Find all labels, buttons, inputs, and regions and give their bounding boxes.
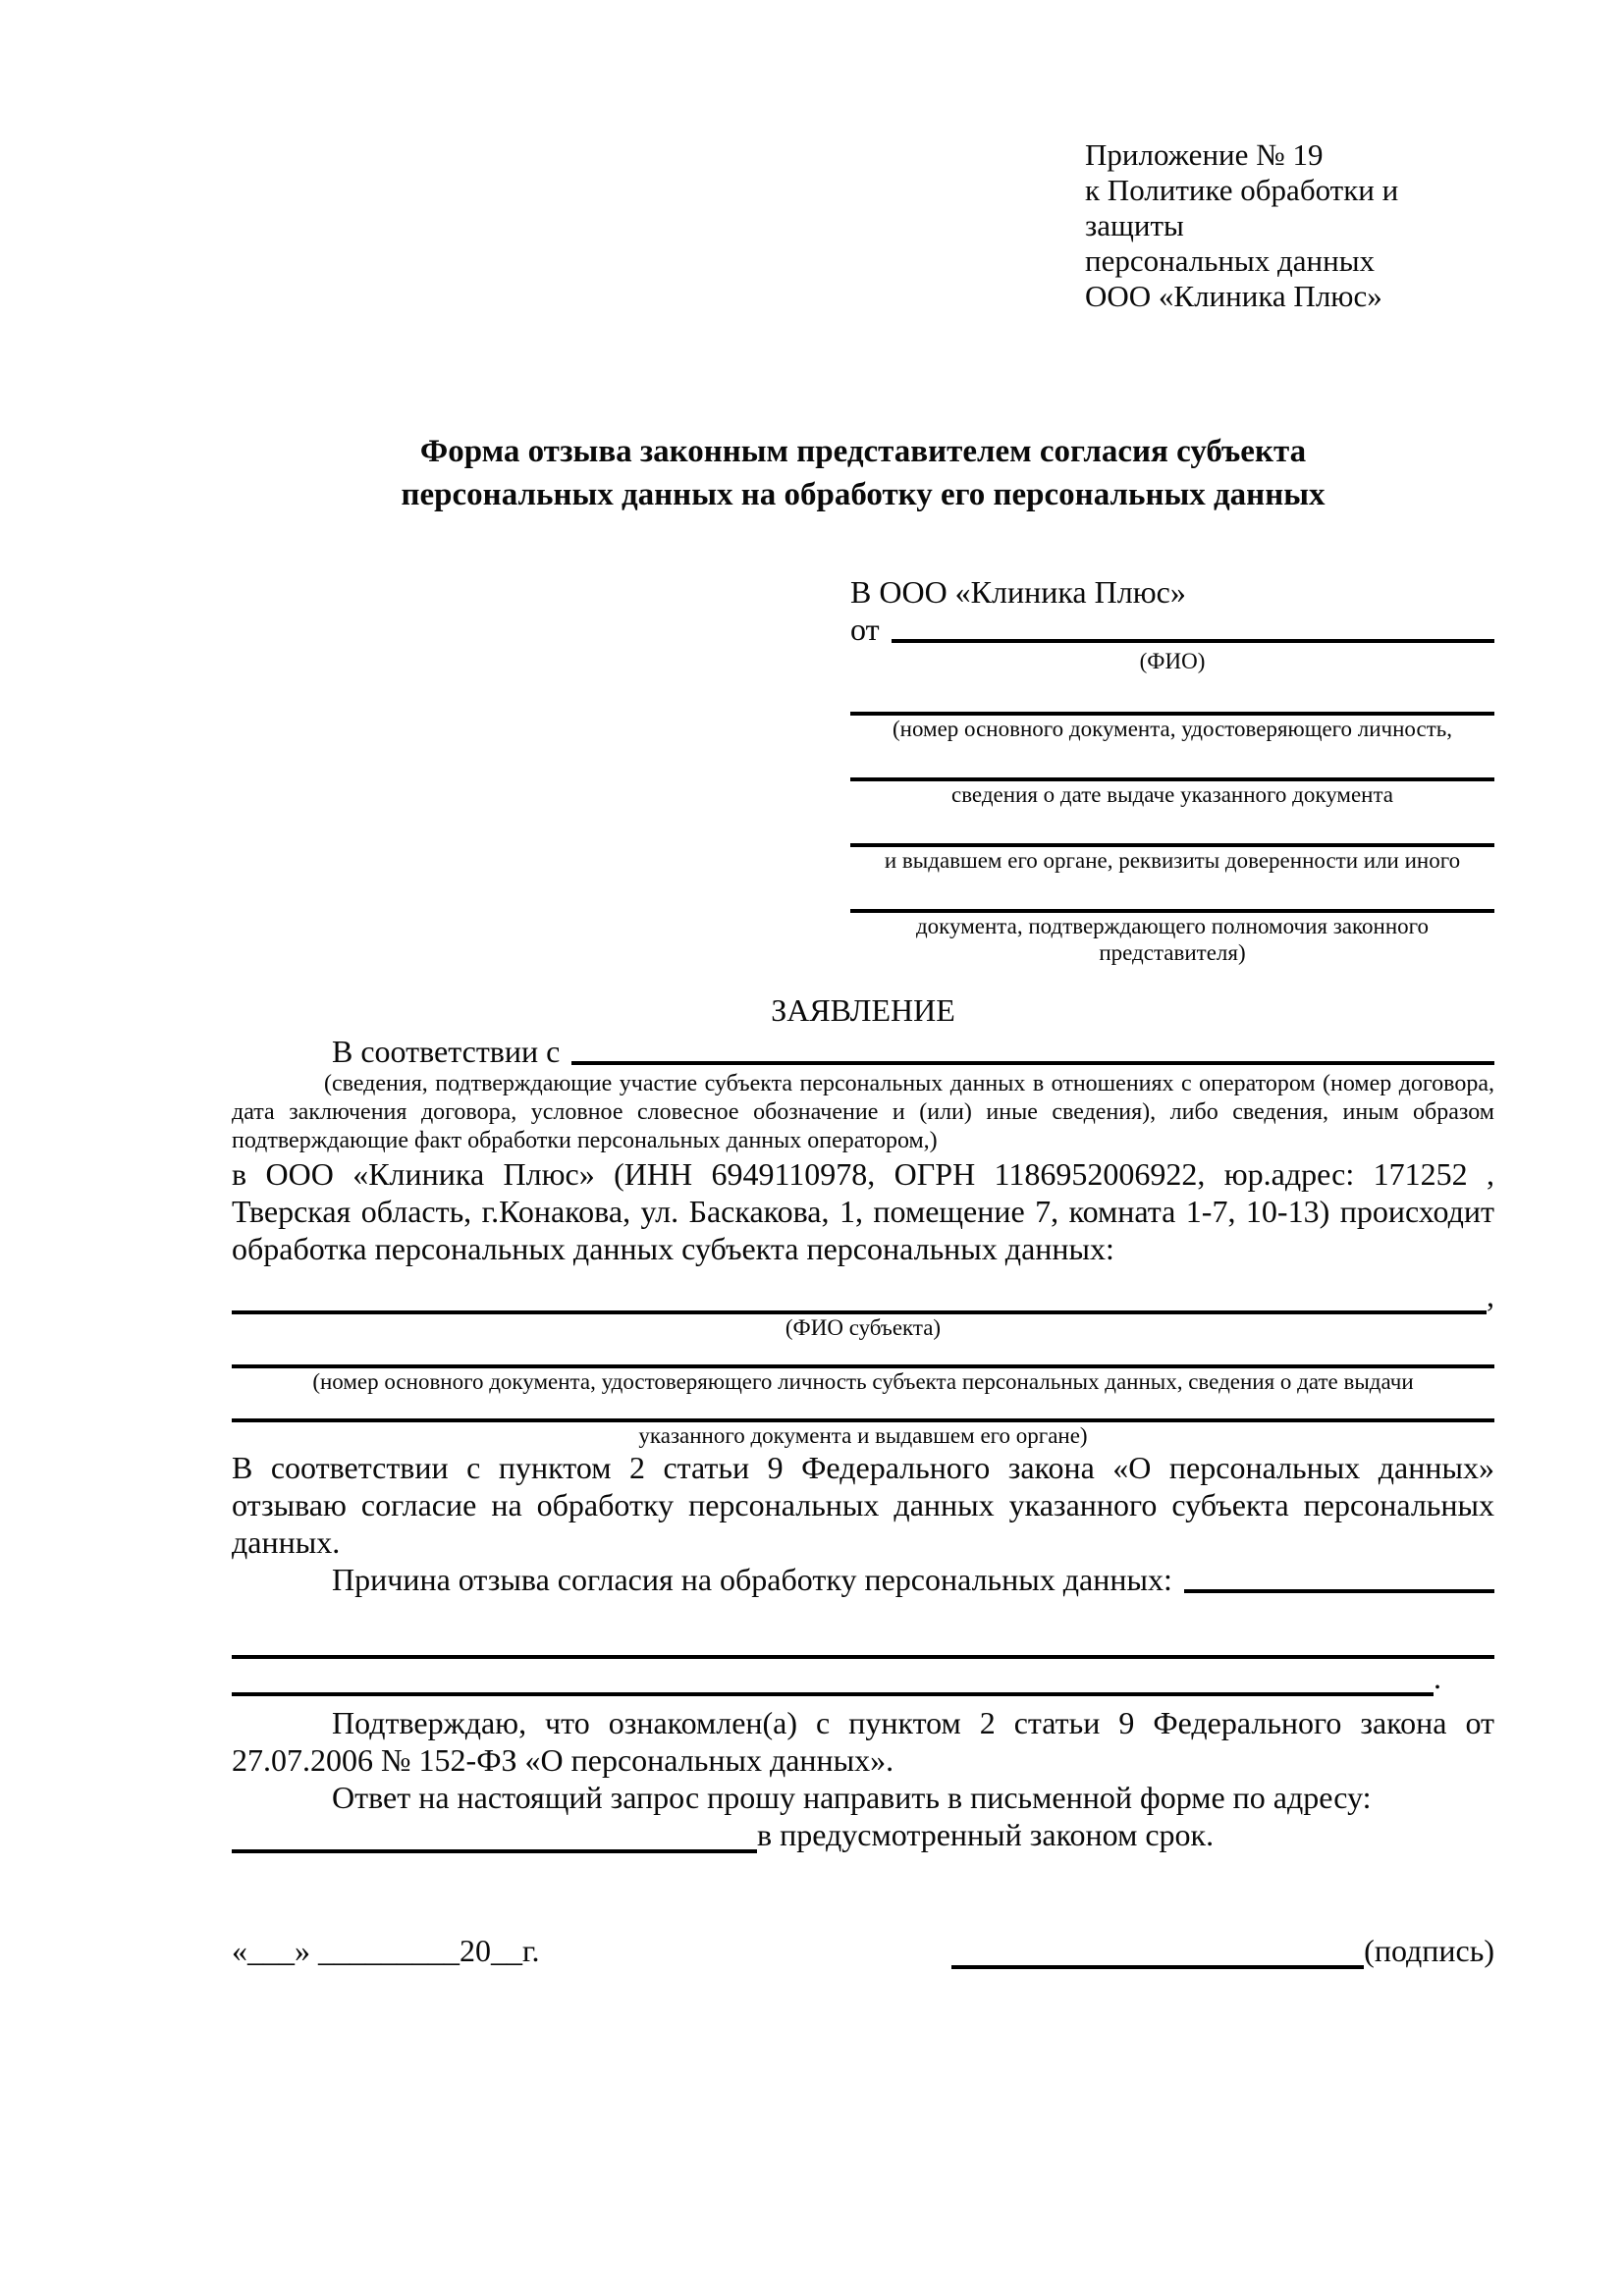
representative-authority-caption: документа, подтверждающего полномочия законного представителя) bbox=[915, 914, 1429, 965]
recipient-block bbox=[850, 573, 1494, 966]
document-title bbox=[232, 430, 1494, 516]
subject-document-blank-field bbox=[232, 1341, 1494, 1368]
reason-blank-field bbox=[1184, 1561, 1494, 1593]
subject-authority-blank-field bbox=[232, 1395, 1494, 1422]
subject-document-caption: (номер основного документа, удостоверяющего личность субъекта персональных данных, сведения о дате выдачи bbox=[312, 1369, 1414, 1394]
reason-final-blank-field bbox=[232, 1667, 1434, 1696]
accordance-label: В соответствии с bbox=[332, 1034, 561, 1069]
issue-date-blank-field bbox=[850, 742, 1494, 781]
appendix-line: ООО «Клиника Плюс» bbox=[1085, 279, 1382, 313]
subject-fio-row bbox=[232, 1277, 1494, 1314]
reason-period: . bbox=[1434, 1660, 1441, 1695]
appendix-line: к Политике обработки и защиты bbox=[1085, 173, 1399, 242]
reply-address-row bbox=[232, 1816, 1494, 1853]
confirmation-paragraph: Подтверждаю, что ознакомлен(а) с пунктом 2 статьи 9 Федерального закона от 27.07.2006 № 152-ФЗ «О персональных данных». bbox=[232, 1705, 1494, 1778]
signature-blank-field bbox=[951, 1940, 1364, 1969]
from-row bbox=[850, 611, 1494, 648]
issue-date-caption: сведения о дате выдаче указанного документа bbox=[950, 782, 1394, 807]
statement-heading: ЗАЯВЛЕНИЕ bbox=[771, 992, 955, 1028]
accordance-blank-field bbox=[571, 1033, 1494, 1065]
accordance-footnote: (сведения, подтверждающие участие субъекта персональных данных в отношениях с оператором (номер договора, дата заключения договора, условное словесное обозначение и (или) иные сведения), либо сведения, иным образом подтверждающие факт обработки персональных данных оператором,) bbox=[232, 1071, 1494, 1153]
subject-fio-comma: , bbox=[1487, 1278, 1494, 1313]
subject-authority-row bbox=[232, 1395, 1494, 1422]
reason-label: Причина отзыва согласия на обработку персональных данных: bbox=[332, 1562, 1172, 1597]
document-title-line: Форма отзыва законным представителем согласия субъекта bbox=[419, 434, 1307, 469]
recipient-organization: В ООО «Клиника Плюс» bbox=[850, 574, 1186, 610]
fio-blank-field bbox=[892, 611, 1494, 643]
document-number-caption: (номер основного документа, удостоверяющего личность, bbox=[892, 717, 1452, 741]
signature-caption: (подпись) bbox=[1364, 1933, 1494, 1968]
reply-request-paragraph: Ответ на настоящий запрос прошу направить в письменной форме по адресу: bbox=[332, 1780, 1372, 1815]
appendix-line: Приложение № 19 bbox=[1085, 137, 1324, 172]
appendix-block bbox=[1085, 137, 1494, 314]
reply-suffix: в предусмотренный законом срок. bbox=[757, 1817, 1215, 1852]
reply-address-blank-field bbox=[232, 1824, 757, 1853]
operator-paragraph: в ООО «Клиника Плюс» (ИНН 6949110978, ОГРН 1186952006922, юр.адрес: 171252 , Тверская область, г.Конакова, ул. Баскакова, 1, помещение 7, комната 1-7, 10-13) происходит обработка персональных данных субъекта персональных данных: bbox=[232, 1156, 1494, 1266]
withdrawal-paragraph: В соответствии с пунктом 2 статьи 9 Федерального закона «О персональных данных» отзываю согласие на обработку персональных данных указанного субъекта персональных данных. bbox=[232, 1450, 1494, 1560]
reason-continuation-row bbox=[232, 1598, 1494, 1659]
document-number-blank-field bbox=[850, 674, 1494, 716]
from-label: от bbox=[850, 612, 880, 647]
subject-fio-blank-field bbox=[232, 1281, 1487, 1314]
subject-fio-caption: (ФИО субъекта) bbox=[785, 1315, 942, 1340]
reason-final-row bbox=[232, 1659, 1494, 1696]
accordance-row bbox=[232, 1033, 1494, 1070]
reason-row bbox=[232, 1561, 1494, 1598]
reason-continuation-blank-field bbox=[232, 1598, 1494, 1659]
document-title-line: персональных данных на обработку его персональных данных bbox=[401, 477, 1326, 512]
fio-caption: (ФИО) bbox=[1139, 649, 1206, 673]
appendix-line: персональных данных bbox=[1085, 243, 1376, 278]
issuing-authority-blank-field bbox=[850, 808, 1494, 847]
footer-row bbox=[232, 1932, 1494, 1969]
issuing-authority-caption: и выдавшем его органе, реквизиты доверенности или иного bbox=[884, 848, 1461, 873]
subject-authority-caption: указанного документа и выдавшем его органе) bbox=[638, 1423, 1088, 1448]
representative-authority-blank-field bbox=[850, 874, 1494, 913]
date-line: «___» _________20__г. bbox=[232, 1933, 540, 1968]
signature-block bbox=[951, 1932, 1494, 1969]
subject-document-row bbox=[232, 1341, 1494, 1368]
